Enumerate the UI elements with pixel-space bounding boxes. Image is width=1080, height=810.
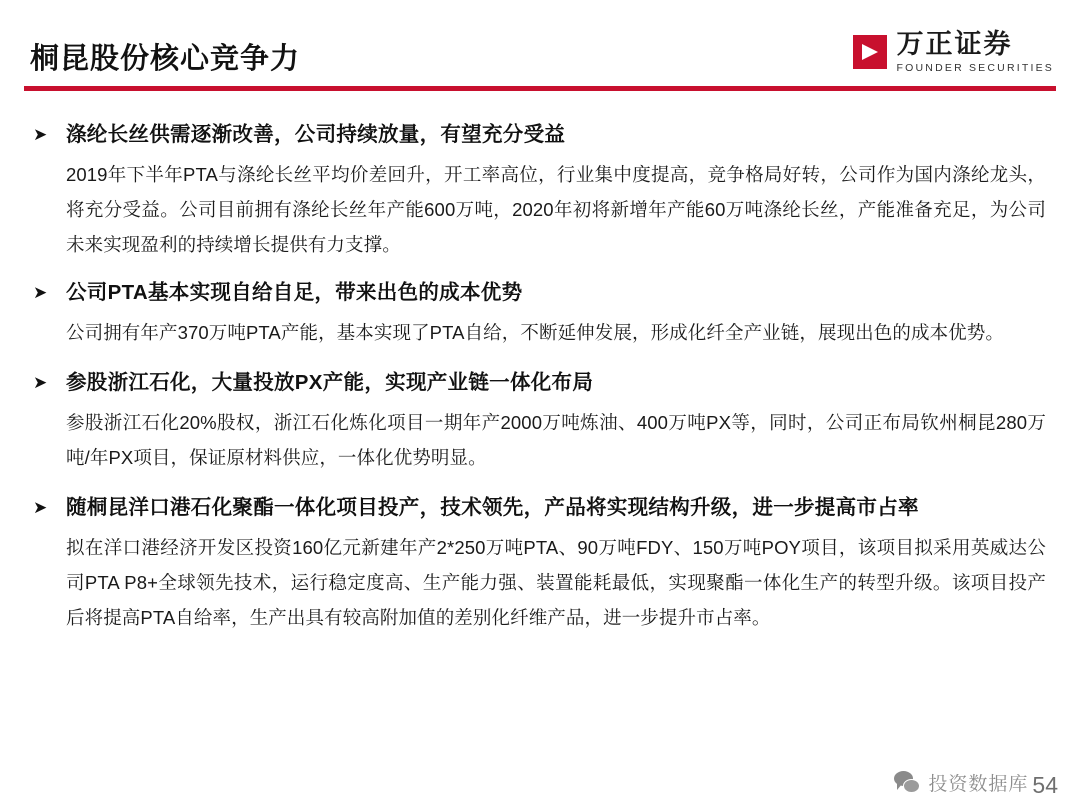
section-title: 公司PTA基本实现自给自足，带来出色的成本优势 xyxy=(66,281,523,304)
page-title: 桐昆股份核心竞争力 xyxy=(30,43,301,75)
page-number: 54 xyxy=(1032,772,1058,798)
section-block xyxy=(30,495,1046,635)
section-title: 参股浙江石化，大量投放PX产能，实现产业链一体化布局 xyxy=(66,371,594,394)
wechat-icon xyxy=(894,771,920,793)
header-divider xyxy=(24,86,1056,91)
section-block xyxy=(30,280,1046,350)
bullet-arrow-icon: ➤ xyxy=(33,125,48,144)
section-heading xyxy=(30,495,1046,521)
section-heading xyxy=(30,122,1046,148)
brand-logo xyxy=(853,26,1054,78)
bullet-arrow-icon: ➤ xyxy=(33,283,48,302)
bullet-arrow-icon: ➤ xyxy=(33,373,48,392)
section-body: 公司拥有年产370万吨PTA产能，基本实现了PTA自给，不断延伸发展，形成化纤全产业链，展现出色的成本优势。 xyxy=(66,322,1004,343)
section-block xyxy=(30,370,1046,475)
footer-source-label: 投资数据库 xyxy=(928,774,1029,795)
section-body: 参股浙江石化20%股权，浙江石化炼化项目一期年产2000万吨炼油、400万吨PX等，同时，公司正布局钦州桐昆280万吨/年PX项目，保证原材料供应，一体化优势明显。 xyxy=(66,412,1046,468)
section-block xyxy=(30,122,1046,262)
section-title: 涤纶长丝供需逐渐改善，公司持续放量，有望充分受益 xyxy=(66,123,566,146)
logo-text xyxy=(897,30,1054,73)
slide-content xyxy=(0,100,1080,647)
bullet-arrow-icon: ➤ xyxy=(33,498,48,517)
section-title: 随桐昆洋口港石化聚酯一体化项目投产，技术领先，产品将实现结构升级，进一步提高市占率 xyxy=(66,496,919,519)
section-body: 拟在洋口港经济开发区投资160亿元新建年产2*250万吨PTA、90万吨FDY、150万吨POY项目，该项目拟采用英威达公司PTA P8+全球领先技术，运行稳定度高、生产能力强、装置能耗最低，实现聚酯一体化生产的转型升级。该项目投产后将提高PTA自给率，生产出具有较高附加值的差别化纤维产品，进一步提升市占率。 xyxy=(66,537,1046,628)
slide-footer xyxy=(894,769,1058,798)
slide-header xyxy=(0,0,1080,92)
section-body: 2019年下半年PTA与涤纶长丝平均价差回升，开工率高位，行业集中度提高，竞争格局好转，公司作为国内涤纶龙头，将充分受益。公司目前拥有涤纶长丝年产能600万吨，2020年初将新增年产能60万吨涤纶长丝，产能准备充足，为公司未来实现盈利的持续增长提供有力支撑。 xyxy=(66,164,1046,255)
founder-diamond-icon xyxy=(853,35,887,69)
logo-chinese-name: 万正证券 xyxy=(896,29,1013,60)
section-heading xyxy=(30,280,1046,306)
logo-english-name: FOUNDER SECURITIES xyxy=(896,61,1054,74)
section-heading xyxy=(30,370,1046,396)
